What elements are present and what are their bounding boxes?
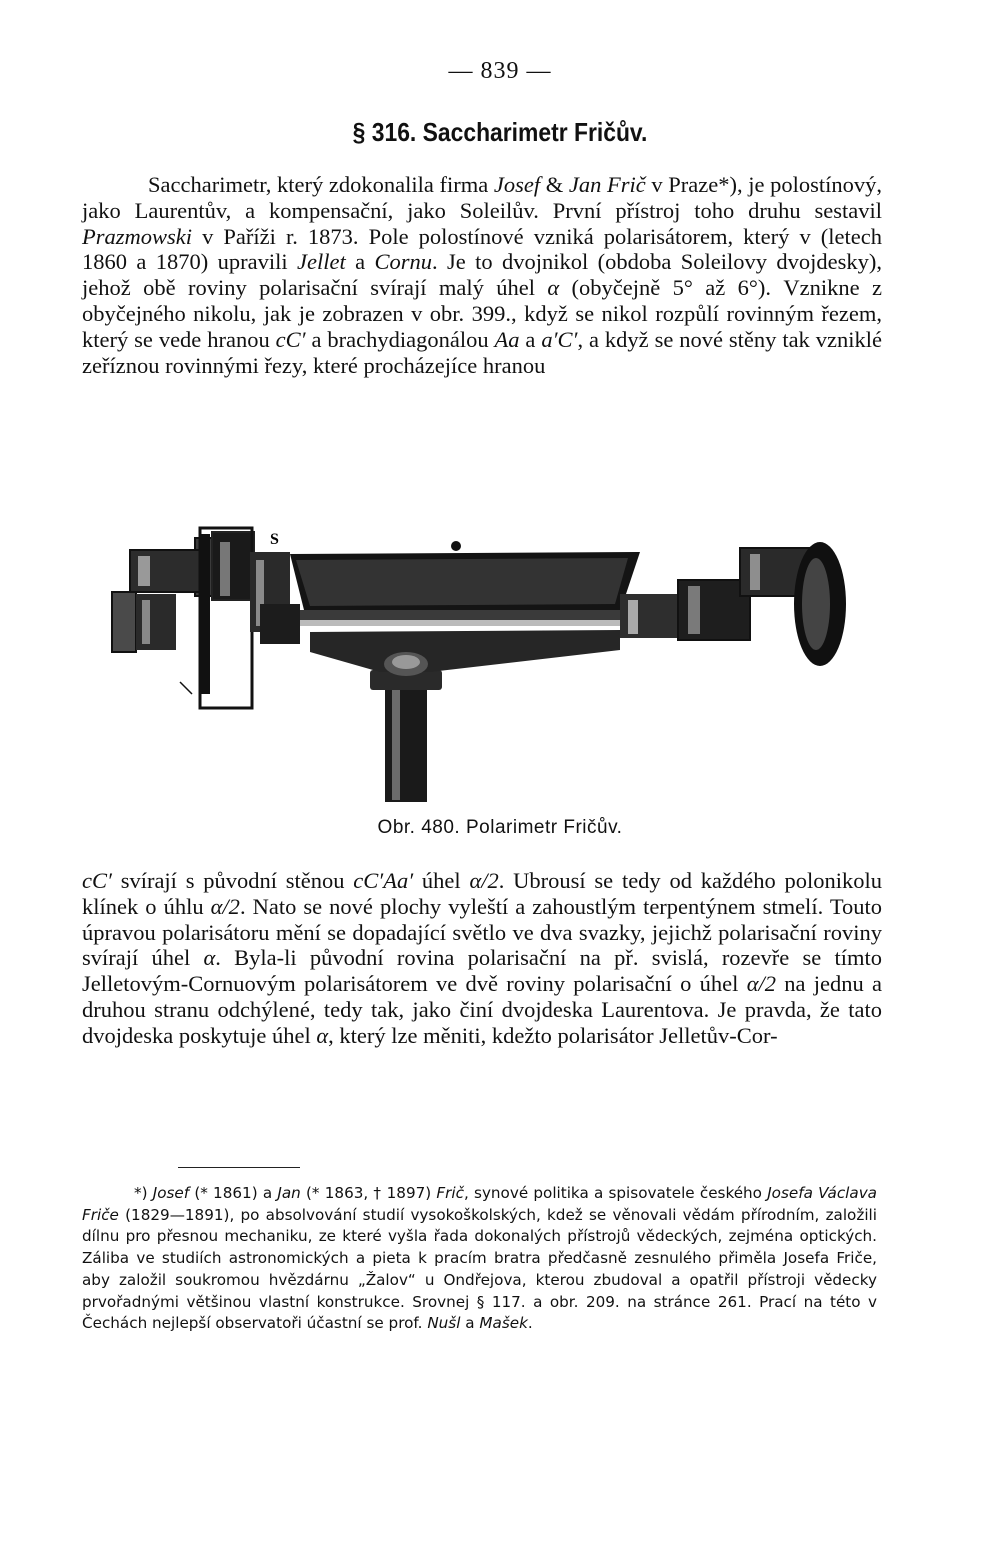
figure-caption: Obr. 480. Polarimetr Fričův. xyxy=(377,817,623,838)
polarimeter-illustration xyxy=(100,512,890,802)
polarimeter-drawing xyxy=(100,512,890,802)
figure-label-s: S xyxy=(270,531,279,548)
footnote: *) Josef (* 1861) a Jan (* 1863, † 1897) Frič, synové politika a spisovatele českého Josefa Václava Friče (1829—1891), po absolvování studií vysokoškolských, kdež se věnovali vědám přírodním, založili dílnu pro přesnou mechaniku, ze které vyšla řada dokonalých přístrojů vědeckých, zejména optických. Záliba ve studiích astronomických a pieta k pracím bratra předčasně zesnulého přiměla Josefa Friče, aby založil soukromou hvězdárnu „Žalov“ u Ondřejova, kterou zbudoval a opatřil přístroji vědecky prvořadnými většinou vlastní konstrukce. Srovnej § 117. a obr. 209. na stránce 261. Prací na této v Čechách nejlepší observatoři účastní se prof. Nušl a Mašek. xyxy=(82,1184,877,1333)
section-title: § 316. Saccharimetr Fričův. xyxy=(352,117,648,147)
page-number: — 839 — xyxy=(448,58,552,84)
paragraph-intro: Saccharimetr, který zdokonalila firma Josef & Jan Frič v Praze*), je polostínový, jako Laurentův, a kompensační, jako Soleilův. První přístroj toho druhu sestavil Prazmowski v Paříži r. 1873. Pole polostínové vzniká polarisátorem, který v (letech 1860 a 1870) upravili Jellet a Cornu. Je to dvojnikol (obdoba Soleilovy dvojdesky), jehož obě roviny polarisační svírají malý úhel α (obyčejně 5° až 6°). Vznikne z obyčejného nikolu, jak je zobrazen v obr. 399., když se nikol rozpůlí rovinným řezem, který se vede hranou cC′ a brachydiagonálou Aa a a′C′, a když se nové stěny tak vzniklé zeříznou rovinnými řezy, které procházejíce hranou xyxy=(82,172,883,378)
paragraph-continued: cC′ svírají s původní stěnou cC′Aa′ úhel α/2. Ubrousí se tedy od každého polonikolu klínek o úhlu α/2. Nato se nové plochy vyleští a zahoustlým terpentýnem stmelí. Touto úpravou polarisátoru mění se dopadající světlo ve dva svazky, jejichž polarisační roviny svírají úhel α. Byla-li původní rovina polarisační na př. svislá, rozevře se tímto Jelletovým-Cornuovým polarisátorem ve dvě roviny polarisační o úhel α/2 na jednu a druhou stranu odchýlené, tedy tak, jako činí dvojdeska Laurentova. Je pravda, že tato dvojdeska poskytuje úhel α, který lze měniti, kdežto polarisátor Jelletův-Cor- xyxy=(82,868,883,1048)
footnote-divider xyxy=(178,1167,300,1168)
